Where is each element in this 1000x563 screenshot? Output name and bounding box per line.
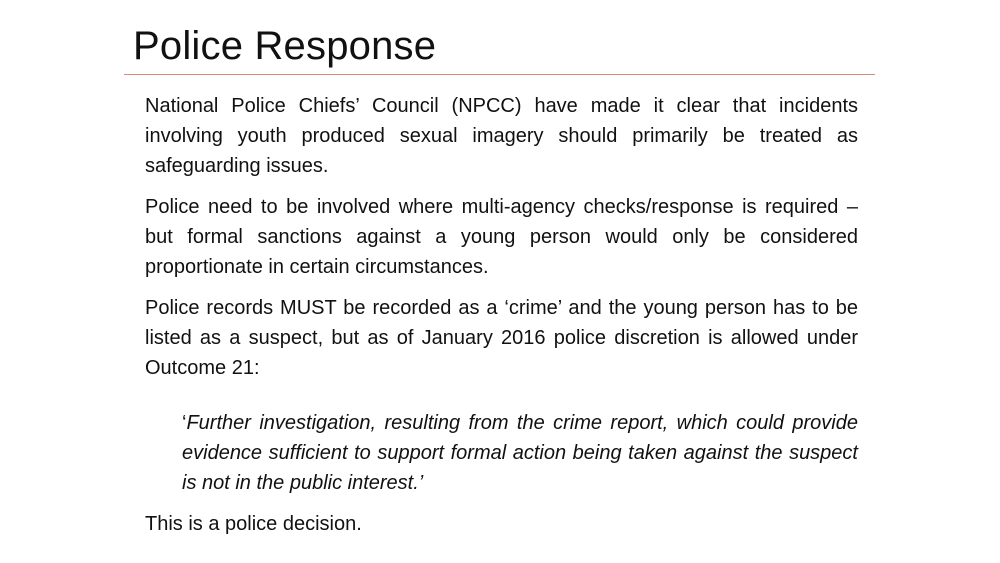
slide-body: [145, 91, 858, 539]
slide-title: Police Response: [133, 24, 437, 68]
closing-statement: This is a police decision.: [145, 513, 362, 535]
title-divider: [124, 74, 875, 75]
paragraph-npcc: National Police Chiefs’ Council (NPCC) have made it clear that incidents involving youth produced sexual imagery should primarily be treated as safeguarding issues.: [145, 95, 858, 177]
quote-open-mark: ‘: [182, 412, 187, 434]
paragraph-police-records: Police records MUST be recorded as a ‘crime’ and the young person has to be listed as a suspect, but as of January 2016 police discretion is allowed under Outcome 21:: [145, 297, 858, 379]
outcome-21-quote: [182, 408, 858, 498]
paragraph-police-involvement: Police need to be involved where multi-agency checks/response is required – but formal sanctions against a young person would only be considered proportionate in certain circumstances.: [145, 196, 858, 278]
quote-text: Further investigation, resulting from the crime report, which could provide evidence sufficient to support formal action being taken against the suspect is not in the public interest.’: [182, 412, 858, 494]
